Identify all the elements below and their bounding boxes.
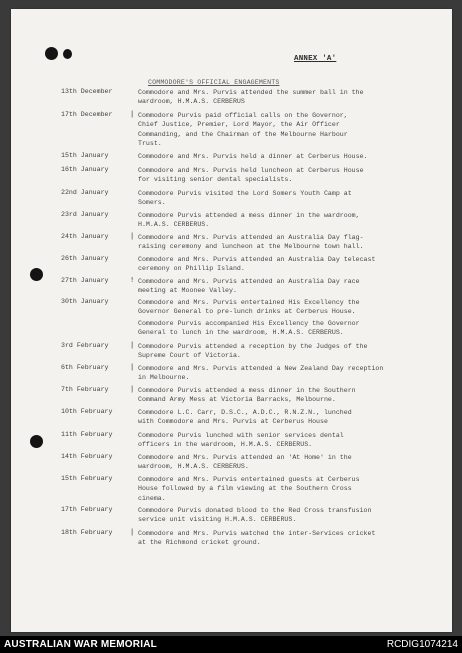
annex-label: ANNEX 'A' <box>294 55 337 63</box>
entry-description: Commodore and Mrs. Purvis held a dinner at Cerberus House. <box>138 153 368 160</box>
entry-description: Commodore and Mrs. Purvis attended an Australia Day flag- raising ceremony and luncheon at the Melbourne town hall. <box>138 234 364 251</box>
entry-date: 3rd February <box>61 342 109 349</box>
entry-description: Commodore and Mrs. Purvis attended an Australia Day telecast ceremony on Phillip Island. <box>138 256 376 273</box>
punch-hole-bottom <box>30 435 43 448</box>
record-id: RCDIG1074214 <box>386 639 458 650</box>
entry-description: Commodore Purvis paid official calls on the Governor, Chief Justice, Premier, Lord Mayor, the Air Officer Commanding, and the Chairman of the Melbourne Harbour Trust. <box>138 112 348 148</box>
margin-mark: | <box>130 233 135 241</box>
document-page <box>11 9 452 632</box>
document-title: COMMODORE'S OFFICIAL ENGAGEMENTS <box>148 79 280 86</box>
margin-mark: | <box>130 342 135 350</box>
entry-description: Commodore L.C. Carr, D.S.C., A.D.C., R.N.Z.N., lunched with Commodore and Mrs. Purvis at Cerberus House <box>138 409 352 426</box>
entry-description: Commodore and Mrs. Purvis attended an Australia Day race meeting at Moonee Valley. <box>138 278 360 295</box>
entry-description: Commodore Purvis attended a mess dinner in the Southern Command Army Mess at Victoria Barracks, Melbourne. <box>138 387 356 404</box>
punch-hole-middle <box>30 268 43 281</box>
punch-hole-top-second <box>63 49 72 59</box>
entry-description: Commodore and Mrs. Purvis attended the summer ball in the wardroom, H.M.A.S. CERBERUS <box>138 89 364 106</box>
archive-footer <box>0 636 462 653</box>
entry-date: 18th February <box>61 529 113 536</box>
entry-description: Commodore Purvis attended a mess dinner in the wardroom, H.M.A.S. CERBERUS. <box>138 212 360 229</box>
entry-description: Commodore Purvis donated blood to the Red Cross transfusion service unit visiting H.M.A.S. CERBERUS. <box>138 507 372 524</box>
entry-date: 30th January <box>61 298 109 305</box>
entry-date: 17th February <box>61 506 113 513</box>
entry-description: Commodore Purvis visited the Lord Somers Youth Camp at Somers. <box>138 190 352 207</box>
margin-mark: | <box>130 364 135 372</box>
entry-description: Commodore Purvis lunched with senior services dental officers in the wardroom, H.M.A.S. CERBERUS. <box>138 432 344 449</box>
entry-description: Commodore and Mrs. Purvis entertained guests at Cerberus House followed by a film viewing at the Southern Cross cinema. <box>138 476 360 502</box>
entry-date: 7th February <box>61 386 109 393</box>
margin-mark: | <box>130 529 135 537</box>
entry-date: 10th February <box>61 408 113 415</box>
entry-date: 15th February <box>61 475 113 482</box>
entry-date: 11th February <box>61 431 113 438</box>
entry-date: 14th February <box>61 453 113 460</box>
entry-date: 27th January <box>61 277 109 284</box>
margin-mark: | <box>130 111 135 119</box>
entry-date: 13th December <box>61 88 113 95</box>
entry-description: Commodore and Mrs. Purvis held luncheon at Cerberus House for visiting senior dental specialists. <box>138 167 364 184</box>
entry-description: Commodore Purvis accompanied His Excellency the Governor General to lunch in the wardroom, H.M.A.S. CERBERUS. <box>138 320 360 337</box>
margin-mark: | <box>130 386 135 394</box>
entry-date: 15th January <box>61 152 109 159</box>
entry-description: Commodore and Mrs. Purvis attended a New Zealand Day reception in Melbourne. <box>138 365 384 382</box>
archive-name: AUSTRALIAN WAR MEMORIAL <box>4 639 157 650</box>
entry-description: Commodore and Mrs. Purvis watched the inter-Services cricket at the Richmond cricket ground. <box>138 530 376 547</box>
entry-date: 17th December <box>61 111 113 118</box>
punch-hole-top <box>45 47 58 60</box>
entry-date: 6th February <box>61 364 109 371</box>
entry-description: Commodore Purvis attended a reception by the Judges of the Supreme Court of Victoria. <box>138 343 368 360</box>
entry-date: 23rd January <box>61 211 109 218</box>
entry-description: Commodore and Mrs. Purvis attended an 'At Home' in the wardroom, H.M.A.S. CERBERUS. <box>138 454 352 471</box>
entry-date: 26th January <box>61 255 109 262</box>
entry-description: Commodore and Mrs. Purvis entertained His Excellency the Governor General to pre-lunch drinks at Cerberus House. <box>138 299 360 316</box>
entry-date: 22nd January <box>61 189 109 196</box>
margin-mark: ! <box>130 277 135 285</box>
entry-date: 16th January <box>61 166 109 173</box>
entry-date: 24th January <box>61 233 109 240</box>
